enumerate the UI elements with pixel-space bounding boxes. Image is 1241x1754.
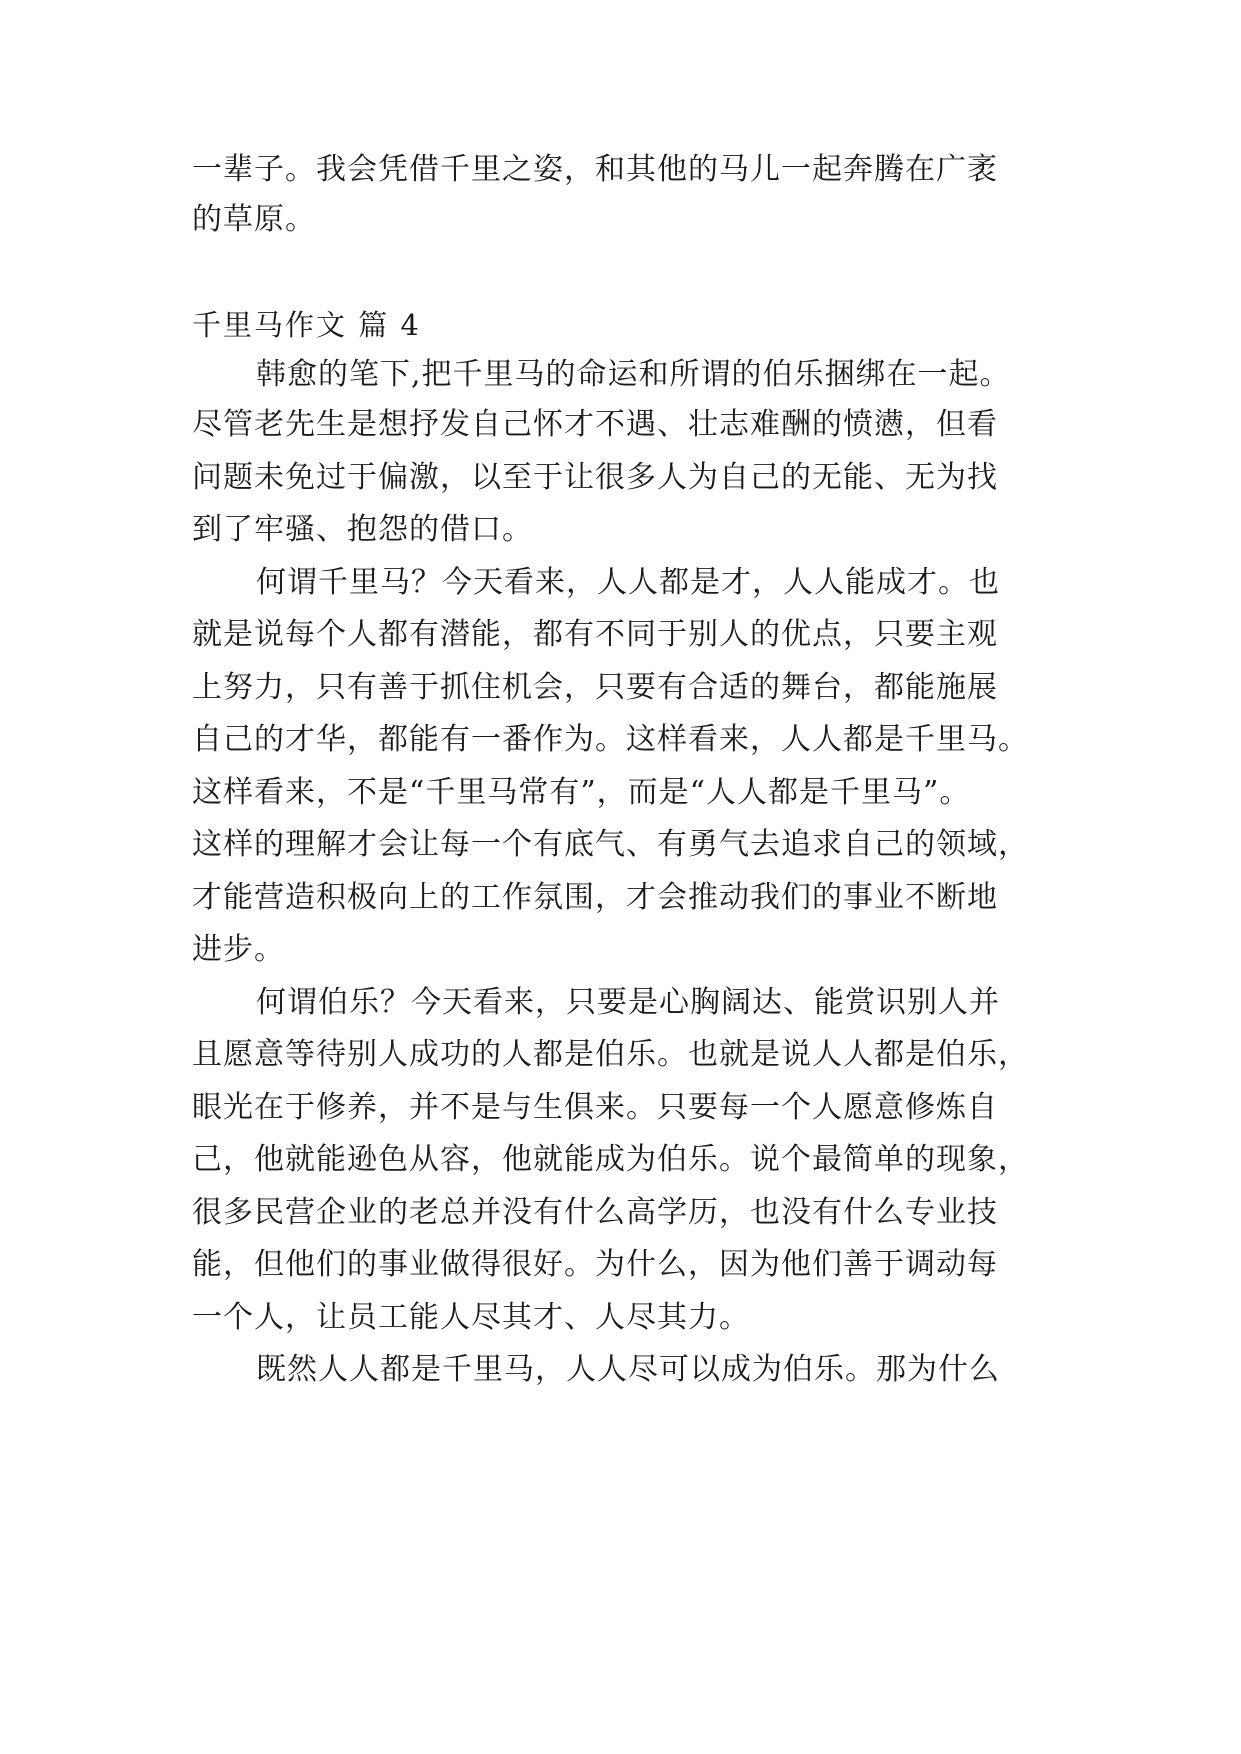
paragraph-line: 自己的才华，都能有一番作为。这样看来，人人都是千里马。 — [192, 722, 1029, 757]
paragraph-line: 一个人，让员工能人尽其才、人尽其力。 — [192, 1300, 750, 1335]
paragraph-line: 一辈子。我会凭借千里之姿，和其他的马儿一起奔腾在广袤 — [192, 152, 998, 187]
paragraph-line: 尽管老先生是想抒发自己怀才不遇、壮志难酬的愤懑，但看 — [192, 407, 998, 442]
paragraph-line: 何谓千里马？今天看来，人人都是才，人人能成才。也 — [256, 565, 1000, 600]
paragraph-line: 上努力，只有善于抓住机会，只要有合适的舞台，都能施展 — [192, 670, 998, 705]
paragraph-line: 才能营造积极向上的工作氛围，才会推动我们的事业不断地 — [192, 880, 998, 915]
paragraph-line: 就是说每个人都有潜能，都有不同于别人的优点，只要主观 — [192, 617, 998, 652]
paragraph-line: 这样看来，不是“千里马常有”，而是“人人都是千里马”。 — [192, 775, 971, 810]
paragraph-line: 能，但他们的事业做得很好。为什么，因为他们善于调动每 — [192, 1247, 998, 1282]
paragraph-line: 到了牢骚、抱怨的借口。 — [192, 512, 533, 547]
paragraph-line: 何谓伯乐？今天看来，只要是心胸阔达、能赏识别人并 — [256, 985, 1000, 1020]
paragraph-line: 既然人人都是千里马，人人尽可以成为伯乐。那为什么 — [256, 1352, 1000, 1387]
paragraph-line: 眼光在于修养，并不是与生俱来。只要每一个人愿意修炼自 — [192, 1090, 998, 1125]
paragraph-line: 很多民营企业的老总并没有什么高学历，也没有什么专业技 — [192, 1195, 998, 1230]
section-heading: 千里马作文 篇 4 — [192, 308, 421, 342]
paragraph-line: 的草原。 — [192, 202, 316, 237]
paragraph-line: 这样的理解才会让每一个有底气、有勇气去追求自己的领域， — [192, 827, 1029, 862]
paragraph-line: 己，他就能逊色从容，他就能成为伯乐。说个最简单的现象， — [192, 1142, 1029, 1177]
paragraph-line: 韩愈的笔下,把千里马的命运和所谓的伯乐捆绑在一起。 — [256, 357, 1011, 392]
paragraph-line: 问题未免过于偏激，以至于让很多人为自己的无能、无为找 — [192, 460, 998, 495]
paragraph-line: 进步。 — [192, 932, 285, 967]
paragraph-line: 且愿意等待别人成功的人都是伯乐。也就是说人人都是伯乐， — [192, 1037, 1029, 1072]
